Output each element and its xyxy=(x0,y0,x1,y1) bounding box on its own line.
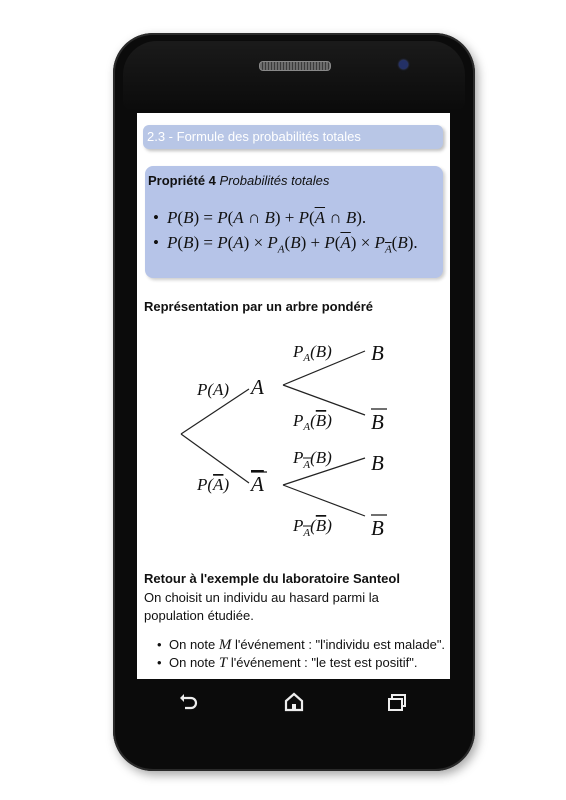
phone-frame xyxy=(113,33,475,771)
section-header xyxy=(143,125,443,149)
recent-apps-icon[interactable] xyxy=(384,689,410,715)
node-bbar-bottom: B xyxy=(371,516,384,540)
label-pabar-bbar: $P_A(B)$ xyxy=(293,516,332,539)
example-heading: Retour à l'exemple du laboratoire Santeol xyxy=(144,571,400,586)
node-bbar-top: B xyxy=(371,410,384,434)
back-icon[interactable] xyxy=(175,689,201,715)
property-name: Probabilités totales xyxy=(219,173,330,188)
node-a: A xyxy=(251,375,264,399)
node-b-bottom: B xyxy=(371,451,384,475)
branch-abar-bbar xyxy=(283,485,365,516)
property-label: Propriété 4 xyxy=(148,173,216,188)
label-pabar-b: $P_A(B)$ xyxy=(293,448,332,471)
probability-tree xyxy=(137,323,450,553)
label-pa-b: $P_A(B)$ xyxy=(293,342,332,364)
home-icon[interactable] xyxy=(281,689,307,715)
property-box xyxy=(145,166,443,278)
node-abar: A xyxy=(251,472,264,496)
tree-heading: Représentation par un arbre pondéré xyxy=(144,299,373,314)
label-p-a: P(A) xyxy=(197,380,230,399)
example-bullets xyxy=(157,637,445,673)
bullet-item: • On note T l'événement : "le test est positif". xyxy=(157,655,418,671)
formula-1: • P(B) = P(A ∩ $B) + P(\overline{A}$ ∩ B). xyxy=(153,208,367,227)
formula-2: • $P(B) = P(A) \times P_A(B) + P(\overline{A}) \times P_{\overline{A}}(B)$. xyxy=(153,233,418,256)
section-title: 2.3 - Formule des probabilités totales xyxy=(147,129,361,144)
property-title xyxy=(148,173,329,188)
speaker-grille xyxy=(259,61,331,71)
label-pa-bbar: $P_A(B)$ xyxy=(293,411,332,433)
front-camera xyxy=(399,60,408,69)
screen[interactable] xyxy=(137,113,450,679)
navigation-bar xyxy=(113,679,475,725)
node-b-top: B xyxy=(371,341,384,365)
bullet-item: • On note M l'événement : "l'individu est malade". xyxy=(157,637,446,653)
label-p-abar: P(A) xyxy=(197,475,230,494)
example-text: On choisit un individu au hasard parmi la population étudiée. xyxy=(144,590,379,623)
